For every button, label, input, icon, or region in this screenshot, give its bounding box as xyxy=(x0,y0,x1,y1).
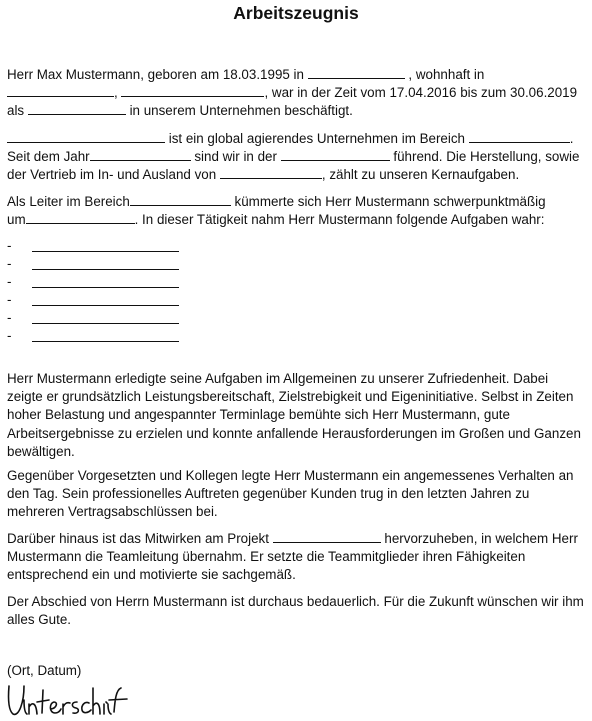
list-marker: - xyxy=(7,256,12,271)
company-text-b: . xyxy=(569,131,574,146)
role-text-b: kümmerte sich Herr Mustermann schwerpunktmäßig xyxy=(230,194,546,209)
business-area-blank xyxy=(469,130,570,143)
role-text-d: . In dieser Tätigkeit nahm Herr Mustermann folgende Aufgaben wahr: xyxy=(134,212,545,228)
handwritten-signature xyxy=(5,682,135,720)
company-text-e: führend. Die Herstellung, sowie xyxy=(389,149,580,165)
project-text-b: hervorzuheben, in welchem Herr Mustermann die Teamleitung übernahm. Er setzte die Teammitglieder ihren Fähigkeiten entsprechend ein und motivierte sie sachgemäß. xyxy=(7,531,578,583)
products-blank xyxy=(220,166,322,179)
list-marker: - xyxy=(7,238,12,253)
task-blank xyxy=(32,241,179,252)
company-text-d: sind wir in der xyxy=(190,149,281,165)
task-blank xyxy=(32,295,179,306)
company-text-c: Seit dem Jahr xyxy=(7,149,90,165)
intro-text-c: , xyxy=(114,85,122,101)
department-blank xyxy=(130,193,231,206)
intro-paragraph xyxy=(7,66,585,121)
document-title: Arbeitszeugnis xyxy=(233,3,359,23)
company-paragraph xyxy=(7,130,585,185)
year-blank xyxy=(90,148,191,161)
company-text-f: der Vertrieb im In- und Ausland von xyxy=(7,167,220,183)
intro-text-a: Herr Max Mustermann, geboren am 18.03.1995 in xyxy=(7,67,308,82)
task-blank xyxy=(32,277,179,288)
performance-paragraph: Herr Mustermann erledigte seine Aufgaben im Allgemeinen zu unserer Zufriedenheit. Dabei zeigte er grundsätzlich Leistungsbereitschaft, Zielstrebigkeit und Eigeninitiative. Selbst in Zeiten hoher Belastung und angespannter Terminlage bemühte sich Herr Mustermann, gute Arbeitsergebnisse zu erzielen und konnte anfallende Herausforderungen im Großen und Ganzen bewältigen. xyxy=(7,371,581,459)
list-marker: - xyxy=(7,292,12,307)
role-text-a: Als Leiter im Bereich xyxy=(7,194,130,209)
company-text-g: , zählt zu unseren Kernaufgaben. xyxy=(321,167,520,183)
intro-text-f: in unserem Unternehmen beschäftigt. xyxy=(125,103,353,119)
industry-blank xyxy=(281,148,390,161)
street-blank xyxy=(7,84,114,97)
role-text-c: um xyxy=(7,212,26,228)
task-blank xyxy=(32,313,179,324)
farewell-paragraph: Der Abschied von Herrn Mustermann ist durchaus bedauerlich. Für die Zukunft wünschen wir ihm alles Gute. xyxy=(7,594,584,628)
task-blank xyxy=(32,331,179,342)
list-marker: - xyxy=(7,274,12,289)
intro-text-b: , wohnhaft in xyxy=(404,67,485,82)
project-text-a: Darüber hinaus ist das Mitwirken am Projekt xyxy=(7,531,273,546)
list-marker: - xyxy=(7,328,12,343)
company-name-blank xyxy=(7,130,165,143)
role-paragraph xyxy=(7,193,585,229)
project-paragraph xyxy=(7,530,585,585)
task-blank xyxy=(32,259,179,270)
intro-text-d: , war in der Zeit vom 17.04.2016 bis zum 30.06.2019 xyxy=(264,85,578,101)
focus-blank xyxy=(26,211,135,224)
place-date-label: (Ort, Datum) xyxy=(7,663,82,678)
position-blank xyxy=(28,102,126,115)
city-blank xyxy=(121,84,264,97)
birthplace-blank xyxy=(308,66,405,79)
intro-text-e: als xyxy=(7,103,28,119)
company-text-a: ist ein global agierendes Unternehmen im Bereich xyxy=(165,131,469,146)
project-blank xyxy=(273,530,381,543)
conduct-paragraph: Gegenüber Vorgesetzten und Kollegen legte Herr Mustermann ein angemessenes Verhalten an den Tag. Sein professionelles Auftreten gegenüber Kunden trug in den letzten Jahren zu mehreren Vertragsabschlüssen bei. xyxy=(7,468,574,520)
list-marker: - xyxy=(7,310,12,325)
